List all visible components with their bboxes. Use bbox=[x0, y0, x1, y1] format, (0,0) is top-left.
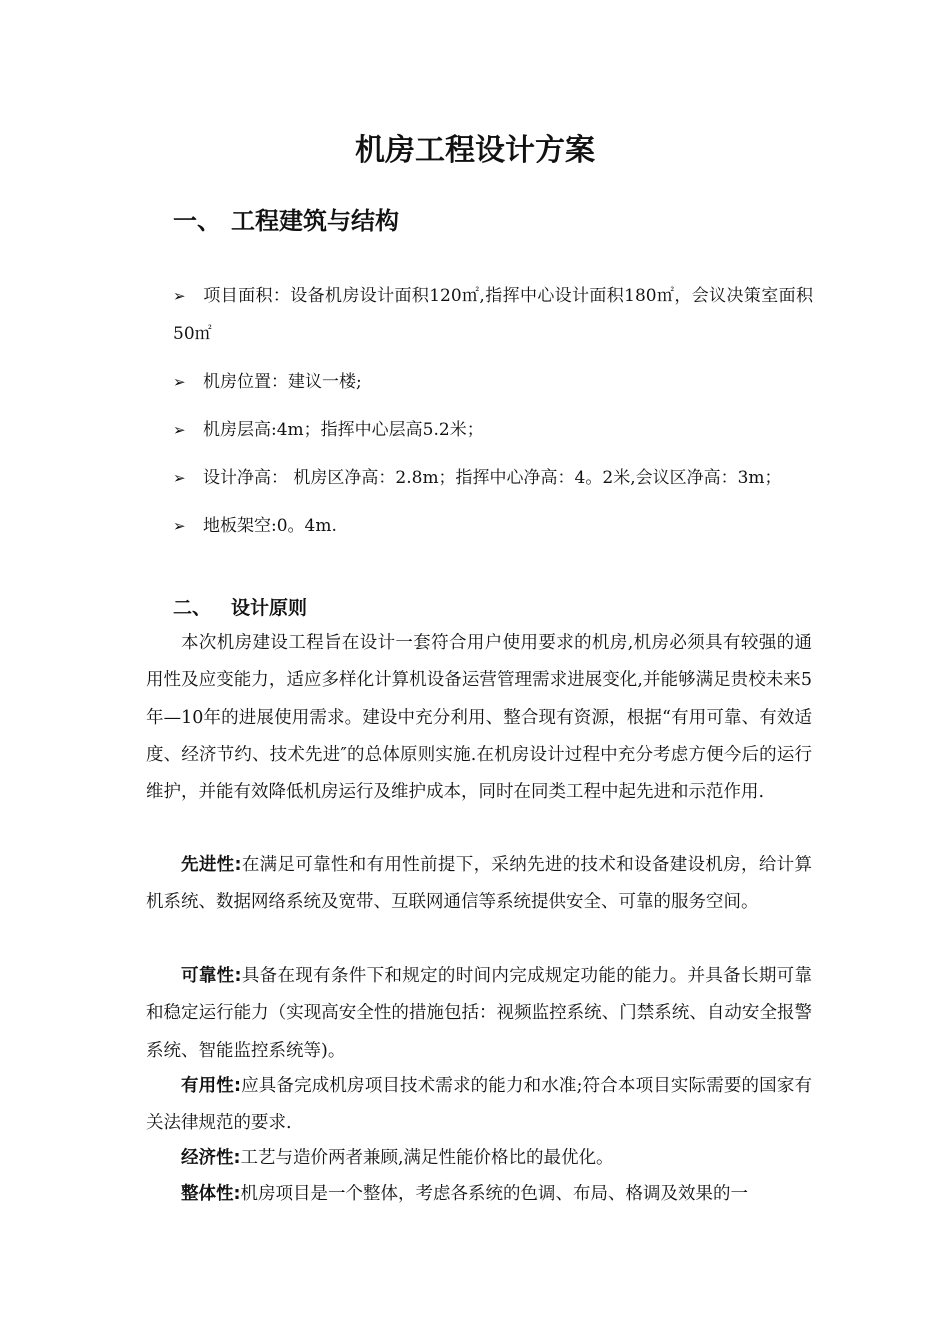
section-heading-2 bbox=[173, 593, 307, 623]
principle-term: 有用性: bbox=[181, 1076, 241, 1096]
list-item: ➢ 机房层高:4m；指挥中心层高5.2米； bbox=[173, 411, 813, 449]
principle-paragraph: 可靠性:具备在现有条件下和规定的时间内完成规定功能的能力。并具备长期可靠和稳定运行能力（实现高安全性的措施包括：视频监控系统、门禁系统、自动安全报警系统、智能监控系统等)。 bbox=[146, 966, 812, 1061]
arrow-bullet-icon: ➢ bbox=[173, 469, 186, 487]
list-item: ➢ 地板架空:0。4m. bbox=[173, 507, 813, 545]
principle-paragraph: 整体性:机房项目是一个整体，考虑各系统的色调、布局、格调及效果的一 bbox=[181, 1184, 748, 1204]
section-heading-1 bbox=[173, 203, 399, 239]
principle-term: 整体性: bbox=[181, 1184, 241, 1204]
principle-paragraph: 有用性:应具备完成机房项目技术需求的能力和水准;符合本项目实际需要的国家有关法律规范的要求. bbox=[146, 1076, 812, 1134]
list-item: ➢ 机房位置：建议一楼; bbox=[173, 363, 813, 401]
project-specs-list bbox=[173, 277, 813, 555]
arrow-bullet-icon: ➢ bbox=[173, 421, 186, 439]
design-principles-intro: 本次机房建设工程旨在设计一套符合用户使用要求的机房,机房必须具有较强的通用性及应变能力，适应多样化计算机设备运营管理需求进展变化,并能够满足贵校未来5年—10年的进展使用需求。建设中充分利用、整合现有资源，根据“有用可靠、有效适度、经济节约、技术先进″的总体原则实施.在机房设计过程中充分考虑方便今后的运行维护，并能有效降低机房运行及维护成本，同时在同类工程中起先进和示范作用. bbox=[146, 633, 812, 803]
section-number-1: 一、 bbox=[173, 207, 221, 235]
arrow-bullet-icon: ➢ bbox=[173, 287, 186, 305]
principle-paragraph: 先进性:在满足可靠性和有用性前提下，采纳先进的技术和设备建设机房，给计算机系统、数据网络系统及宽带、互联网通信等系统提供安全、可靠的服务空间。 bbox=[146, 855, 812, 913]
principle-paragraph: 经济性:工艺与造价两者兼顾,满足性能价格比的最优化。 bbox=[181, 1148, 614, 1168]
document-title: 机房工程设计方案 bbox=[355, 133, 595, 168]
section-title-1: 工程建筑与结构 bbox=[231, 207, 399, 235]
principle-term: 先进性: bbox=[181, 855, 242, 875]
section-number-2: 二、 bbox=[173, 597, 212, 619]
list-item: ➢ 项目面积：设备机房设计面积120㎡,指挥中心设计面积180㎡，会议决策室面积50㎡ bbox=[173, 277, 813, 353]
principle-term: 可靠性: bbox=[181, 966, 242, 986]
arrow-bullet-icon: ➢ bbox=[173, 517, 186, 535]
list-item: ➢ 设计净高： 机房区净高：2.8m；指挥中心净高：4。2米,会议区净高：3m； bbox=[173, 459, 813, 497]
arrow-bullet-icon: ➢ bbox=[173, 373, 186, 391]
section-title-2: 设计原则 bbox=[231, 597, 308, 619]
principle-term: 经济性: bbox=[181, 1148, 241, 1168]
